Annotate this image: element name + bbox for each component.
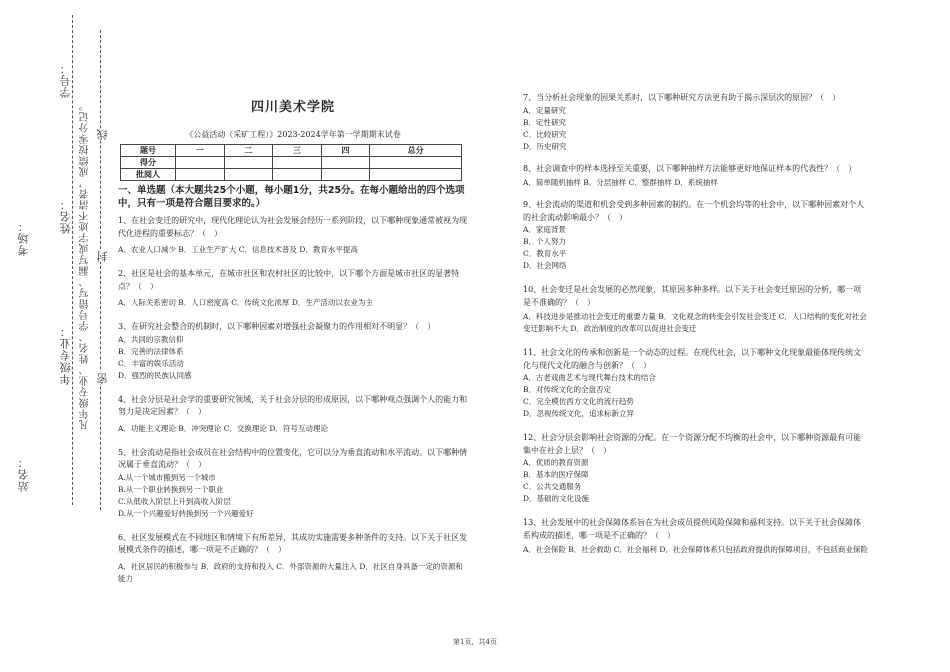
score-header-cell: 一 bbox=[176, 145, 225, 157]
score-header-cell: 总分 bbox=[370, 145, 462, 157]
question-text: 5、社会流动是指社会成员在社会结构中的位置变化，它可以分为垂直流动和水平流动。以下哪种情况属于垂直流动？（ ） bbox=[118, 447, 468, 469]
score-cell[interactable] bbox=[321, 157, 370, 169]
option: C．公共交通服务 bbox=[523, 482, 582, 491]
score-cell[interactable] bbox=[273, 157, 322, 169]
score-row bbox=[121, 157, 462, 169]
question-2 bbox=[118, 268, 468, 309]
grader-cell[interactable] bbox=[321, 169, 370, 181]
score-cell[interactable] bbox=[224, 157, 273, 169]
option: B.从一个职业转换到另一个职业 bbox=[118, 484, 224, 494]
option: B．个人努力 bbox=[523, 237, 567, 246]
question-9 bbox=[523, 199, 868, 272]
question-8 bbox=[523, 163, 868, 190]
question-13 bbox=[523, 517, 868, 556]
question-text: 10、社会变迁是社会发展的必然现象，其原因多种多样。以下关于社会变迁原因的分析，哪一项是不准确的？（ ） bbox=[523, 285, 862, 307]
option: A.从一个城市搬到另一个城市 bbox=[118, 472, 216, 482]
seal-line-outer bbox=[100, 30, 101, 510]
question-5 bbox=[118, 447, 468, 520]
option: D．基础的文化设施 bbox=[523, 494, 590, 503]
name-label: 姓名： bbox=[59, 198, 72, 234]
grader-row bbox=[121, 169, 462, 181]
option: C．教育水平 bbox=[523, 249, 567, 258]
option: B．基本的医疗保障 bbox=[523, 470, 589, 479]
question-12 bbox=[523, 432, 868, 505]
question-text: 7、当分析社会现象的因果关系时，以下哪种研究方法更有助于揭示深层次的原因？（ ） bbox=[523, 93, 841, 102]
question-text: 13、社会发展中的社会保障体系旨在为社会成员提供风险保障和福利支持。以下关于社会保障体系构成的描述，哪一项是不正确的？（ ） bbox=[523, 518, 862, 540]
option: B．完善的法律体系 bbox=[118, 346, 184, 356]
question-options: A．简单随机抽样 B．分层抽样 C．整群抽样 D．系统抽样 bbox=[523, 178, 718, 187]
question-text: 8、社会调查中的样本选择至关重要，以下哪种抽样方法能够更好地保证样本的代表性？（ ） bbox=[523, 163, 857, 173]
student-id-label: 学号： bbox=[59, 62, 72, 98]
page-footer: 第1页，共4页 bbox=[453, 638, 497, 646]
option: A．共同的宗教信仰 bbox=[118, 334, 184, 344]
exam-site-label: 考场： bbox=[17, 220, 30, 256]
score-header-cell: 四 bbox=[321, 145, 370, 157]
exam-title: 《公益活动（采矿工程）》2023-2024学年第一学期期末试卷 bbox=[185, 130, 401, 139]
question-text: 2、社区是社会的基本单元，在城市社区和农村社区的比较中，以下哪个方面是城市社区的显著特点？（ ） bbox=[118, 269, 460, 291]
question-11 bbox=[523, 347, 868, 420]
site-label: 站名： bbox=[17, 456, 30, 492]
right-column bbox=[523, 92, 868, 556]
grader-cell[interactable] bbox=[273, 169, 322, 181]
school-title: 四川美术学院 bbox=[250, 100, 335, 115]
grader-cell[interactable] bbox=[224, 169, 273, 181]
question-text: 1、在社会变迁的研究中，现代化理论认为社会发展会经历一系列阶段，以下哪种现象通常被视为现代化进程的重要标志？（ ） bbox=[118, 216, 468, 238]
question-1 bbox=[118, 215, 468, 256]
option: B．对传统文化的全盘否定 bbox=[523, 385, 612, 394]
option: A．优质的教育资源 bbox=[523, 458, 589, 467]
seal-mark: 密 bbox=[96, 372, 109, 384]
option: C．完全模仿西方文化的流行趋势 bbox=[523, 397, 634, 406]
option: D．忽视传统文化，追求标新立异 bbox=[523, 409, 635, 418]
question-text: 6、社区发展模式在不同地区和情境下有所差异，其成功实施需要多种条件的支持。以下关于社区发展模式条件的描述，哪一项是不正确的？（ ） bbox=[118, 532, 468, 554]
seal-mark-2: 封 bbox=[96, 250, 109, 262]
question-6 bbox=[118, 532, 468, 585]
option: C．比较研究 bbox=[523, 129, 567, 139]
section-heading: 一、单选题（本大题共25个小题，每小题1分，共25分。在每小题给出的四个选项中，只有一项是符合题目要求的。） bbox=[118, 185, 465, 209]
grade-major-label: 年级专业： bbox=[59, 325, 72, 385]
score-header-cell: 三 bbox=[273, 145, 322, 157]
question-options: A．农业人口减少 B．工业生产扩大 C．信息技术普及 D．教育水平提高 bbox=[118, 245, 358, 254]
question-text: 11、社会文化的传承和创新是一个动态的过程。在现代社会，以下哪种文化现象最能体现传统文化与现代文化的融合与创新？（ ） bbox=[523, 348, 862, 370]
option: D．强烈的民族认同感 bbox=[118, 370, 192, 380]
option: D．社会网络 bbox=[523, 261, 567, 270]
question-options: A．社区居民的积极参与 B．政府的支持和投入 C．外部资源的大量注入 D．社区自身具备一定的资源和能力 bbox=[118, 561, 463, 583]
question-text: 4、社会分层是社会学的重要研究领域，关于社会分层的形成原因，以下哪种观点强调个人的能力和努力是决定因素？（ ） bbox=[118, 394, 468, 416]
score-header-cell: 题号 bbox=[121, 145, 176, 157]
question-text: 9、社会流动的渠道和机会受到多种因素的制约。在一个机会均等的社会中，以下哪种因素对个人的社会流动影响最小？（ ） bbox=[523, 200, 865, 222]
option: A．古老戏曲艺术与现代舞台技术的结合 bbox=[523, 373, 656, 382]
question-options: A．人际关系密切 B．人口密度高 C．传统文化浓厚 D．生产活动以农业为主 bbox=[118, 298, 373, 307]
option: B．定性研究 bbox=[523, 117, 567, 127]
question-4 bbox=[118, 394, 468, 435]
question-7 bbox=[523, 92, 868, 153]
question-10 bbox=[523, 284, 868, 335]
binding-instructions: 凡年级专业、姓名、学号错写、漏写或字迹不清者，成绩按零分记。 bbox=[80, 100, 91, 430]
question-options: A．社会保险 B．社会救助 C．社会福利 D．社会保障体系只包括政府提供的保障项目，不包括商业保险 bbox=[523, 545, 868, 554]
option: C.从低收入阶层上升到高收入阶层 bbox=[118, 496, 231, 506]
grader-row-label: 批阅人 bbox=[121, 169, 176, 181]
question-options: A．功能主义理论 B．冲突理论 C．交换理论 D．符号互动理论 bbox=[118, 423, 328, 433]
score-table-header-row bbox=[121, 145, 462, 157]
option: D.从一个兴趣爱好转换到另一个兴趣爱好 bbox=[118, 508, 254, 518]
binding-margin bbox=[0, 0, 110, 672]
score-cell[interactable] bbox=[370, 157, 462, 169]
option: C．丰富的娱乐活动 bbox=[118, 358, 184, 368]
question-text: 3、在研究社会整合的机制时，以下哪种因素对增强社会凝聚力的作用相对不明显？（ ） bbox=[118, 322, 436, 331]
option: A．家庭背景 bbox=[523, 225, 566, 234]
question-options: A．科技进步是推动社会变迁的重要力量 B．文化观念的转变会引发社会变迁 C．人口结构的变化对社会变迁影响不大 D．政治制度的改革可以促进社会变迁 bbox=[523, 312, 867, 333]
left-column bbox=[118, 92, 468, 585]
question-text: 12、社会分层会影响社会资源的分配。在一个资源分配不均衡的社会中，以下哪种资源最有可能集中在社会上层？（ ） bbox=[523, 433, 862, 455]
grader-cell[interactable] bbox=[370, 169, 462, 181]
question-3 bbox=[118, 321, 468, 382]
option: A．定量研究 bbox=[523, 105, 566, 115]
score-row-label: 得分 bbox=[121, 157, 176, 169]
seal-mark-3: 线 bbox=[96, 128, 109, 140]
option: D．历史研究 bbox=[523, 141, 567, 151]
grader-cell[interactable] bbox=[176, 169, 225, 181]
score-header-cell: 二 bbox=[224, 145, 273, 157]
score-table bbox=[120, 144, 462, 181]
score-cell[interactable] bbox=[176, 157, 225, 169]
